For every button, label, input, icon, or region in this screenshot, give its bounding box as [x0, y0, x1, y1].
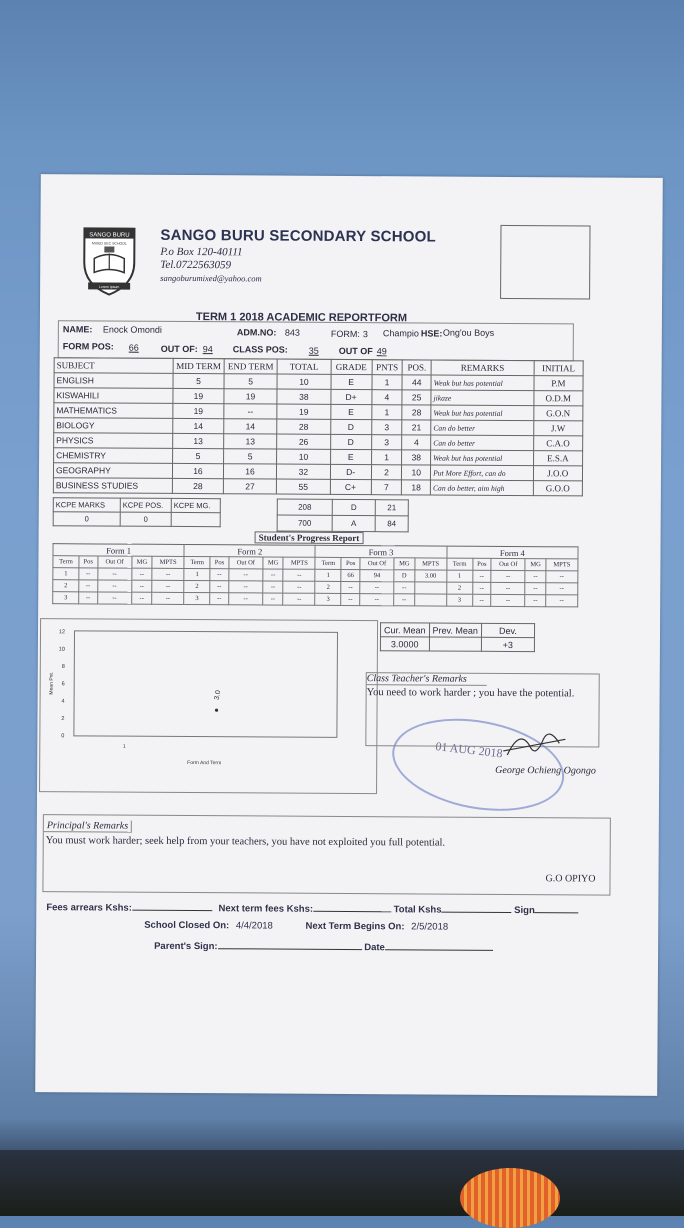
- progress-cell: --: [79, 580, 98, 592]
- progress-cell: [414, 594, 446, 606]
- marks-position: 10: [402, 465, 431, 480]
- marks-initial: J.W: [533, 421, 582, 436]
- kcpe-pos-label: KCPE POS.: [120, 498, 171, 512]
- dev-label: Dev.: [481, 623, 534, 637]
- progress-cell: 3: [184, 592, 210, 604]
- marks-points: 4: [372, 390, 403, 405]
- progress-subheader: Term: [53, 556, 79, 568]
- progress-cell: --: [132, 580, 153, 592]
- progress-cell: --: [263, 581, 284, 593]
- progress-cell: --: [360, 594, 394, 606]
- marks-remark: Put More Effort, can do: [431, 465, 534, 481]
- prev-mean-label: Prev. Mean: [429, 623, 481, 637]
- marks-mid-term: 16: [172, 463, 223, 478]
- progress-cell: --: [210, 569, 229, 581]
- marks-mid-term: 19: [173, 388, 224, 403]
- form-3-header: Form 3: [315, 545, 446, 558]
- col-remarks: REMARKS: [431, 360, 534, 376]
- marks-remark: Weak but has potential: [431, 375, 534, 391]
- x-axis-label: Form And Term: [187, 760, 221, 766]
- progress-cell: [414, 582, 446, 594]
- total-marks: 208: [277, 499, 332, 515]
- form-4-header: Form 4: [447, 546, 578, 559]
- marks-initial: P.M: [534, 376, 583, 391]
- marks-grade: D+: [330, 389, 371, 404]
- date-label: Date: [364, 942, 385, 953]
- progress-cell: --: [472, 594, 491, 606]
- closed-label: School Closed On:: [144, 920, 229, 932]
- total-kshs-label: Total Kshs: [394, 904, 442, 915]
- marks-table: [53, 357, 584, 496]
- total-points: 21: [375, 500, 408, 516]
- progress-subheader: MPTS: [546, 559, 578, 571]
- marks-end-term: --: [224, 404, 277, 419]
- progress-cell: --: [228, 593, 262, 605]
- marks-grade: E: [330, 449, 371, 464]
- marks-points: 1: [371, 450, 402, 465]
- progress-cell: --: [283, 569, 315, 581]
- progress-cell: 1: [184, 568, 210, 580]
- progress-cell: 66: [341, 569, 360, 581]
- progress-cell: 2: [53, 580, 79, 592]
- marks-position: 38: [402, 450, 431, 465]
- marks-remark: Can do better, aim high: [430, 480, 533, 496]
- marks-total: 32: [277, 464, 330, 479]
- marks-initial: O.D.M: [534, 391, 583, 406]
- form-pos-value: 66: [129, 343, 139, 353]
- background-ground: [0, 1150, 684, 1216]
- progress-cell: 3: [315, 593, 341, 605]
- max-marks: 700: [277, 515, 332, 531]
- marks-subject: KISWAHILI: [54, 388, 173, 404]
- y-tick-label: 12: [59, 629, 65, 635]
- kcpe-mg-label: KCPE MG.: [171, 498, 220, 512]
- marks-grade: C+: [330, 479, 371, 494]
- class-pos-value: 35: [309, 346, 319, 356]
- progress-cell: --: [97, 580, 131, 592]
- marks-points: 3: [371, 435, 402, 450]
- progress-cell: --: [360, 582, 394, 594]
- progress-cell: --: [341, 593, 360, 605]
- progress-cell: 3: [446, 594, 472, 606]
- out-of-value-1: 94: [203, 344, 213, 354]
- marks-position: 21: [402, 420, 431, 435]
- marks-subject: GEOGRAPHY: [53, 463, 172, 479]
- y-axis-label: Mean Pnt.: [49, 672, 55, 695]
- hse-label: HSE:: [421, 328, 443, 338]
- marks-position: 28: [402, 405, 431, 420]
- progress-subheader: Out Of: [97, 556, 131, 568]
- x-tick-label: 1: [123, 744, 126, 750]
- marks-total: 10: [277, 374, 330, 389]
- stamp-date: 01 AUG 2018: [435, 739, 504, 761]
- progress-cell: --: [97, 592, 131, 604]
- begins-date: 2/5/2018: [411, 921, 448, 932]
- progress-cell: --: [394, 594, 415, 606]
- dev-value: +3: [481, 637, 534, 651]
- progress-cell: --: [229, 569, 263, 581]
- marks-mid-term: 19: [173, 403, 224, 418]
- progress-cell: --: [131, 592, 152, 604]
- marks-mid-term: 13: [173, 433, 224, 448]
- col-mid-term: MID TERM: [173, 358, 224, 373]
- y-tick-label: 2: [61, 716, 64, 722]
- progress-subheader: Out Of: [360, 558, 394, 570]
- mean-table: [380, 622, 535, 652]
- y-tick-label: 4: [62, 699, 65, 705]
- col-grade: GRADE: [331, 359, 372, 374]
- cur-mean-value: 3.0000: [380, 637, 429, 651]
- form-1-header: Form 1: [53, 544, 184, 557]
- marks-grade: E: [330, 404, 371, 419]
- marks-row: [53, 478, 582, 496]
- marks-grade: D: [330, 419, 371, 434]
- progress-report-title: Student's Progress Report: [255, 531, 364, 544]
- adm-label: ADM.NO:: [237, 327, 277, 337]
- principal-name: G.O OPIYO: [545, 873, 595, 884]
- marks-points: 1: [371, 405, 402, 420]
- progress-cell: --: [229, 581, 263, 593]
- progress-cell: --: [525, 595, 546, 607]
- progress-cell: --: [152, 568, 184, 580]
- crest-top-text: SANGO BURU: [89, 232, 129, 238]
- marks-points: 2: [371, 465, 402, 480]
- adm-number: 843: [285, 328, 300, 338]
- marks-initial: E.S.A: [533, 451, 582, 466]
- marks-grade: D: [330, 434, 371, 449]
- progress-cell: --: [491, 582, 525, 594]
- progress-subheader: Pos: [473, 558, 492, 570]
- student-name: Enock Omondi: [103, 324, 162, 334]
- y-tick-label: 0: [61, 733, 64, 739]
- name-label: NAME:: [63, 324, 93, 334]
- progress-cell: --: [210, 593, 229, 605]
- marks-points: 7: [371, 480, 402, 495]
- marks-initial: G.O.N: [534, 406, 583, 421]
- school-address: [160, 246, 262, 286]
- col-end-term: END TERM: [224, 359, 277, 374]
- fees-arrears-label: Fees arrears Kshs:: [46, 902, 132, 914]
- progress-cell: --: [97, 568, 131, 580]
- marks-total: 19: [277, 404, 330, 419]
- marks-remark: Weak but has potential: [431, 405, 534, 421]
- marks-grade: E: [331, 374, 372, 389]
- progress-cell: --: [472, 582, 491, 594]
- progress-subheader: Term: [447, 558, 473, 570]
- marks-subject: PHYSICS: [54, 433, 173, 449]
- marks-mid-term: 5: [173, 448, 224, 463]
- report-title: TERM 1 2018 ACADEMIC REPORTFORM: [196, 311, 407, 324]
- progress-cell: --: [473, 570, 492, 582]
- parent-row: [154, 939, 493, 954]
- marks-end-term: 16: [223, 464, 276, 479]
- kcpe-table: [53, 497, 221, 527]
- marks-subject: MATHEMATICS: [54, 403, 173, 419]
- report-form-paper: [35, 174, 663, 1096]
- progress-cell: D: [394, 570, 415, 582]
- marks-mid-term: 28: [172, 478, 223, 493]
- cur-mean-label: Cur. Mean: [380, 623, 429, 637]
- class-pos-label: CLASS POS:: [233, 344, 288, 354]
- out-of-label-1: OUT OF:: [161, 344, 198, 354]
- marks-position: 18: [402, 480, 431, 495]
- progress-cell: 3.00: [414, 570, 446, 582]
- totals-table: [277, 499, 409, 533]
- out-of-label-2: OUT OF: [339, 346, 373, 356]
- teacher-signature: [499, 725, 569, 765]
- marks-remark: jikaze: [431, 390, 534, 406]
- y-tick-label: 6: [62, 681, 65, 687]
- progress-cell: --: [132, 568, 153, 580]
- progress-cell: --: [525, 583, 546, 595]
- progress-cell: --: [79, 592, 98, 604]
- out-of-value-2: 49: [377, 346, 387, 356]
- col-pos: POS.: [402, 360, 431, 375]
- marks-subject: BUSINESS STUDIES: [53, 478, 172, 494]
- progress-subheader: Pos: [79, 556, 98, 568]
- crest-motto: Lorem Ipsum: [99, 285, 120, 289]
- progress-cell: --: [546, 571, 578, 583]
- marks-position: 25: [402, 390, 431, 405]
- progress-subheader: MG: [263, 557, 284, 569]
- marks-subject: BIOLOGY: [54, 418, 173, 434]
- marks-end-term: 14: [224, 419, 277, 434]
- progress-cell: 2: [184, 580, 210, 592]
- progress-cell: --: [341, 581, 360, 593]
- marks-initial: C.A.O: [533, 436, 582, 451]
- form-2-header: Form 2: [184, 544, 315, 557]
- school-email: sangoburumixed@yahoo.com: [160, 272, 262, 286]
- total-grade: D: [332, 499, 375, 515]
- progress-cell: --: [491, 594, 525, 606]
- progress-cell: 1: [53, 568, 79, 580]
- parent-sign-label: Parent's Sign:: [154, 941, 218, 952]
- col-subject: SUBJECT: [54, 358, 173, 374]
- principal-remark: You must work harder; seek help from your teachers, you have not exploited you full potential.: [44, 835, 610, 849]
- principal-remarks: [42, 814, 610, 895]
- marks-mid-term: 14: [173, 418, 224, 433]
- progress-subheader: Out Of: [491, 558, 525, 570]
- progress-cell: 1: [315, 569, 341, 581]
- marks-total: 28: [277, 419, 330, 434]
- progress-cell: --: [210, 581, 229, 593]
- progress-cell: --: [152, 592, 184, 604]
- progress-cell: --: [283, 593, 315, 605]
- marks-points: 1: [372, 375, 403, 390]
- max-points: 84: [375, 516, 408, 532]
- form-value: 3: [363, 329, 368, 339]
- progress-cell: --: [263, 569, 284, 581]
- progress-subheader: Out Of: [229, 557, 263, 569]
- progress-cell: --: [546, 583, 578, 595]
- y-tick-label: 10: [59, 647, 65, 653]
- marks-end-term: 5: [224, 374, 277, 389]
- kcpe-mg-value: [171, 512, 220, 526]
- marks-total: 26: [277, 434, 330, 449]
- marks-position: 44: [402, 375, 431, 390]
- marks-total: 38: [277, 389, 330, 404]
- progress-subheader: Pos: [341, 557, 360, 569]
- col-pnts: PNTS: [372, 360, 403, 375]
- hse-value: Ong'ou Boys: [443, 328, 494, 338]
- col-initial: INITIAL: [534, 361, 583, 376]
- marks-initial: G.O.O: [533, 481, 582, 496]
- class-teacher-name: George Ochieng Ogongo: [495, 765, 596, 777]
- progress-cell: 2: [315, 581, 341, 593]
- prev-mean-value: [429, 637, 481, 651]
- marks-mid-term: 5: [173, 373, 224, 388]
- progress-cell: --: [525, 571, 546, 583]
- progress-subheader: MG: [525, 559, 546, 571]
- school-pobox: P.o Box 120-40111: [160, 246, 262, 260]
- col-total: TOTAL: [277, 359, 330, 374]
- marks-grade: D-: [330, 464, 371, 479]
- marks-initial: J.O.O: [533, 466, 582, 481]
- kcpe-pos-value: 0: [120, 512, 171, 526]
- progress-subheader: Pos: [210, 557, 229, 569]
- marks-end-term: 19: [224, 389, 277, 404]
- progress-cell: 94: [360, 570, 394, 582]
- marks-position: 4: [402, 435, 431, 450]
- kcpe-marks-label: KCPE MARKS: [53, 498, 120, 512]
- school-name: SANGO BURU SECONDARY SCHOOL: [160, 227, 436, 246]
- marks-points: 3: [371, 420, 402, 435]
- progress-cell: 1: [446, 570, 472, 582]
- progress-cell: --: [263, 593, 284, 605]
- next-fees-label: Next term fees Kshs:: [218, 903, 313, 915]
- progress-row: [53, 592, 578, 607]
- progress-subheader: MG: [132, 556, 153, 568]
- form-label: FORM:: [331, 329, 360, 339]
- dates-row: [144, 920, 448, 933]
- progress-table: [52, 543, 578, 607]
- class-teacher-remark: You need to work harder ; you have the potential.: [367, 687, 599, 699]
- school-tel: Tel.0722563059: [160, 259, 262, 273]
- begins-label: Next Term Begins On:: [305, 921, 404, 933]
- progress-subheader: MPTS: [415, 558, 447, 570]
- principal-heading: Principal's Remarks: [44, 820, 132, 833]
- sign-label: Sign: [514, 905, 535, 916]
- progress-cell: --: [491, 570, 525, 582]
- form-pos-label: FORM POS:: [63, 341, 114, 351]
- max-grade: A: [332, 515, 375, 531]
- orange-ball: [460, 1168, 560, 1228]
- progress-cell: --: [152, 580, 184, 592]
- progress-subheader: Term: [315, 557, 341, 569]
- marks-remark: Weak but has potential: [431, 450, 534, 466]
- progress-cell: --: [283, 581, 315, 593]
- marks-subject: CHEMISTRY: [54, 448, 173, 464]
- class-teacher-heading: Class Teacher's Remarks: [367, 673, 487, 686]
- kcpe-marks-value: 0: [53, 512, 120, 526]
- marks-total: 55: [277, 479, 330, 494]
- progress-cell: --: [79, 568, 98, 580]
- school-crest-icon: [74, 222, 144, 298]
- progress-cell: --: [546, 595, 578, 607]
- progress-cell: 2: [446, 582, 472, 594]
- photo-box: [500, 225, 590, 300]
- progress-subheader: MPTS: [152, 556, 184, 568]
- y-tick-label: 8: [62, 664, 65, 670]
- data-label: 3.0: [214, 690, 223, 701]
- stream-value: Champio: [383, 328, 419, 338]
- marks-end-term: 13: [224, 434, 277, 449]
- progress-chart: [73, 630, 338, 738]
- marks-end-term: 27: [223, 479, 276, 494]
- progress-subheader: MG: [394, 558, 415, 570]
- crest-sub-text: MIXED SEC SCHOOL: [92, 241, 127, 245]
- progress-cell: 3: [53, 592, 79, 604]
- student-info: [58, 320, 574, 361]
- progress-cell: --: [394, 582, 415, 594]
- progress-subheader: Term: [184, 556, 210, 568]
- marks-subject: ENGLISH: [54, 373, 173, 389]
- progress-subheader: MPTS: [283, 557, 315, 569]
- marks-remark: Can do better: [431, 420, 534, 436]
- marks-remark: Can do better: [431, 435, 534, 451]
- marks-end-term: 5: [223, 449, 276, 464]
- closed-date: 4/4/2018: [236, 920, 273, 931]
- marks-total: 10: [277, 449, 330, 464]
- data-point: [215, 709, 218, 712]
- fees-row: [46, 900, 579, 916]
